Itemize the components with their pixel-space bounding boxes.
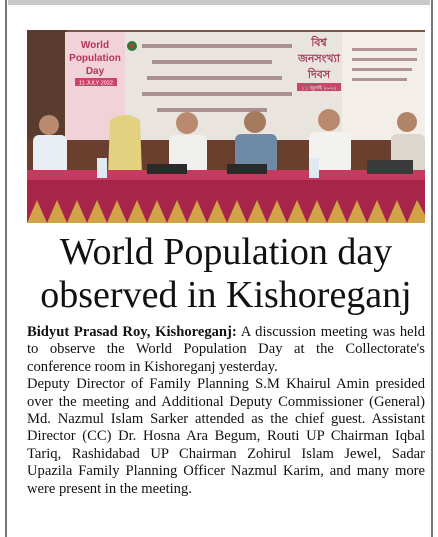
banner-world-text: World [80,40,110,51]
article-paragraph-1 [27,324,425,376]
headline-line-1: World Population day [59,231,393,273]
banner-bangla-line2: জনসংখ্যা [297,52,341,65]
news-photo [27,30,425,223]
banner-day-text: Day [85,66,105,77]
byline: Bidyut Prasad Roy, Kishoreganj: [27,324,237,340]
banner-bangla-line3: দিবস [307,68,331,81]
article-headline [27,231,425,317]
article-body [27,324,425,498]
headline-line-2: observed in Kishoreganj [40,274,412,316]
banner-date-text: 11 JULY 2022 [79,80,113,87]
banner-bangla-line1: বিশ্ব [311,36,327,49]
article-paragraph-2: Deputy Director of Family Planning S.M Khairul Amin presided over the meeting and Additional Deputy Commissioner (General) Md. Nazmul Islam Sarker attended as the chief guest. Assistant Director (CC) Dr. Hosna Ara Begum, Routi UP Chairman Iqbal Tariq, Rashidabad UP Chairman Zohirul Islam Jewel, Sadar Upazila Family Planning Officer Nazmul Karim, and many more were present in the meeting. [27,376,425,497]
paragraph-1-text: A discussion meeting was held to observe the World Population Day at the Collectorate's conference room in Kishoreganj yesterday. [27,324,426,375]
banner-population-text: Population [69,53,121,64]
banner-bangla-date: ১১ জুলাই ২০২২ [301,85,337,92]
